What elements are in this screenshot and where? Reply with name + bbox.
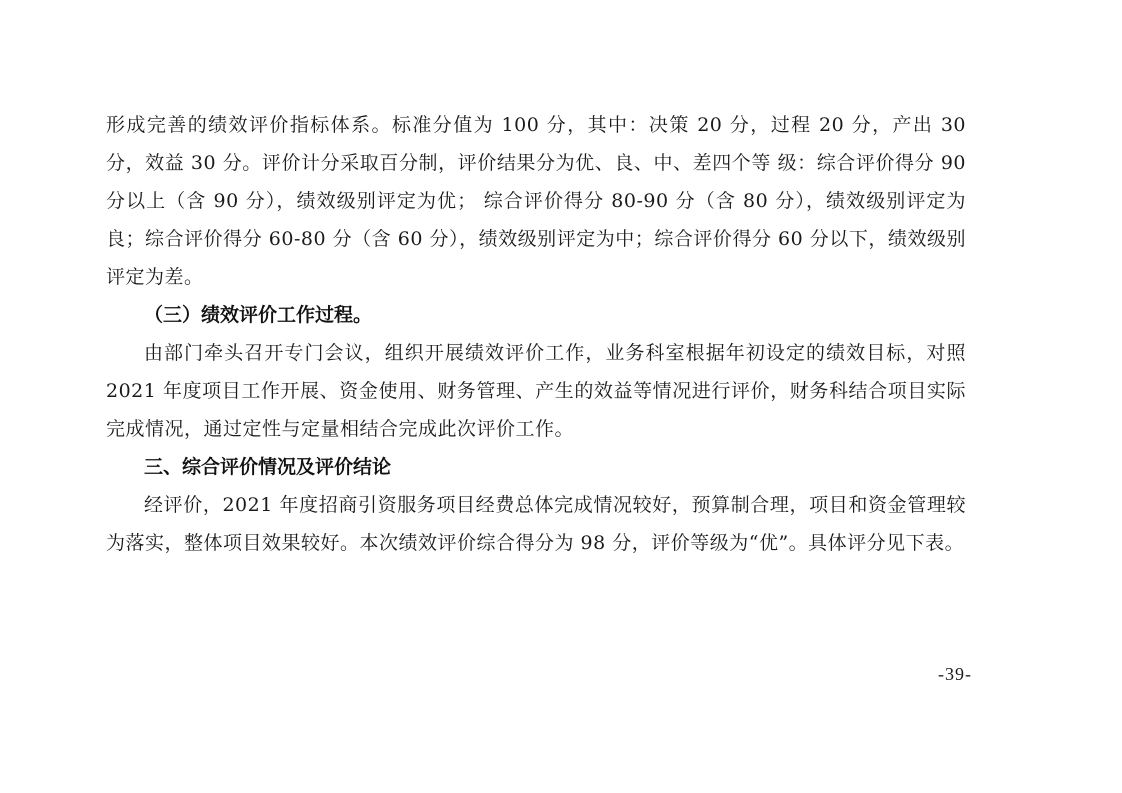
paragraph-scoring-criteria: 形成完善的绩效评价指标体系。标准分值为 100 分，其中：决策 20 分，过程 20 分，产出 30 分，效益 30 分。评价计分采取百分制，评价结果分为优、良、中、差四个等 级：综合评价得分 90 分以上（含 90 分），绩效级别评定为优； 综合评价得分 80-90 分（含 80 分），绩效级别评定为良；综合评价得分 60-80 分（含 60 分），绩效级别评定为中；综合评价得分 60 分以下，绩效级别评定为差。	[106, 114, 966, 288]
section-heading-conclusion: 三、综合评价情况及评价结论	[144, 456, 392, 478]
document-body	[106, 106, 966, 562]
paragraph-process: 由部门牵头召开专门会议，组织开展绩效评价工作，业务科室根据年初设定的绩效目标，对照 2021 年度项目工作开展、资金使用、财务管理、产生的效益等情况进行评价，财务科结合项目实际完成情况，通过定性与定量相结合完成此次评价工作。	[106, 342, 966, 440]
page-number: -39-	[938, 664, 972, 684]
section-heading-process: （三）绩效评价工作过程。	[144, 304, 373, 326]
paragraph-conclusion: 经评价，2021 年度招商引资服务项目经费总体完成情况较好，预算制合理，项目和资金管理较为落实，整体项目效果较好。本次绩效评价综合得分为 98 分，评价等级为“优”。具体评分见下表。	[106, 494, 966, 554]
